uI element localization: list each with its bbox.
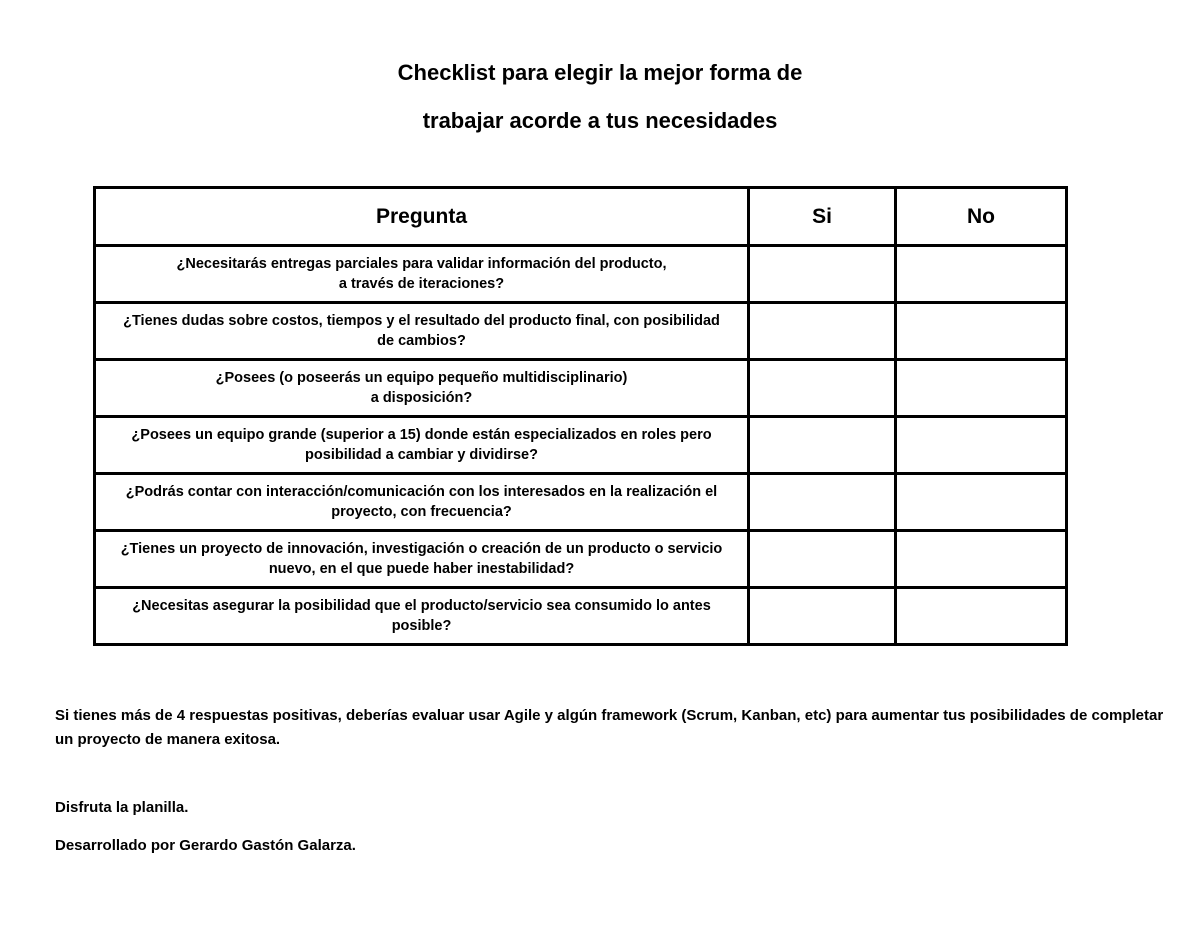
question-text-line-2: proyecto, con frecuencia? [331, 504, 512, 520]
table-row [95, 588, 1067, 645]
question-cell [95, 246, 749, 303]
question-text-line-1: ¿Tienes un proyecto de innovación, investigación o creación de un producto o servicio [120, 541, 723, 557]
table-row [95, 531, 1067, 588]
yes-answer-cell[interactable] [749, 360, 896, 417]
checklist-table [93, 186, 1068, 646]
no-answer-cell[interactable] [896, 531, 1067, 588]
question-text-line-1: ¿Tienes dudas sobre costos, tiempos y el resultado del producto final, con posibilidad [123, 313, 720, 329]
header-yes: Si [749, 188, 896, 246]
question-text-line-2: nuevo, en el que puede haber inestabilidad? [268, 561, 575, 577]
question-text-line-2: a través de iteraciones? [338, 276, 505, 292]
header-question: Pregunta [95, 188, 749, 246]
no-answer-cell[interactable] [896, 588, 1067, 645]
yes-answer-cell[interactable] [749, 474, 896, 531]
question-text-line-2: de cambios? [377, 333, 466, 349]
author-credit: Desarrollado por Gerardo Gastón Galarza. [55, 837, 356, 854]
question-cell [95, 474, 749, 531]
question-cell [95, 588, 749, 645]
table-row [95, 303, 1067, 360]
no-answer-cell[interactable] [896, 303, 1067, 360]
question-text-line-1: ¿Posees un equipo grande (superior a 15) donde están especializados en roles pero [131, 427, 712, 443]
question-text-line-1: ¿Necesitarás entregas parciales para validar información del producto, [176, 256, 667, 272]
question-cell [95, 360, 749, 417]
yes-answer-cell[interactable] [749, 531, 896, 588]
no-answer-cell[interactable] [896, 360, 1067, 417]
yes-answer-cell[interactable] [749, 246, 896, 303]
document-title-line-2: trabajar acorde a tus necesidades [422, 108, 778, 133]
advice-paragraph: Si tienes más de 4 respuestas positivas, deberías evaluar usar Agile y algún framework (Scrum, Kanban, etc) para aumentar tus posibilidades de completar un proyecto de manera exitosa. [55, 707, 1164, 748]
no-answer-cell[interactable] [896, 474, 1067, 531]
table-row [95, 474, 1067, 531]
question-text-line-1: ¿Necesitas asegurar la posibilidad que el producto/servicio sea consumido lo antes [132, 598, 711, 614]
no-answer-cell[interactable] [896, 246, 1067, 303]
header-row [95, 188, 1067, 246]
table-row [95, 360, 1067, 417]
header-no: No [896, 188, 1067, 246]
question-cell [95, 531, 749, 588]
question-cell [95, 303, 749, 360]
question-cell [95, 417, 749, 474]
yes-answer-cell[interactable] [749, 588, 896, 645]
question-text-line-1: ¿Posees (o poseerás un equipo pequeño multidisciplinario) [215, 370, 628, 386]
yes-answer-cell[interactable] [749, 303, 896, 360]
question-text-line-2: a disposición? [370, 390, 473, 406]
question-text-line-2: posibilidad a cambiar y dividirse? [305, 447, 538, 463]
question-text-line-1: ¿Podrás contar con interacción/comunicación con los interesados en la realización el [125, 484, 718, 500]
document-title-line-1: Checklist para elegir la mejor forma de [397, 60, 803, 85]
table-row [95, 246, 1067, 303]
question-text-line-2: posible? [391, 618, 452, 634]
closing-note: Disfruta la planilla. [55, 799, 189, 816]
no-answer-cell[interactable] [896, 417, 1067, 474]
table-row [95, 417, 1067, 474]
yes-answer-cell[interactable] [749, 417, 896, 474]
